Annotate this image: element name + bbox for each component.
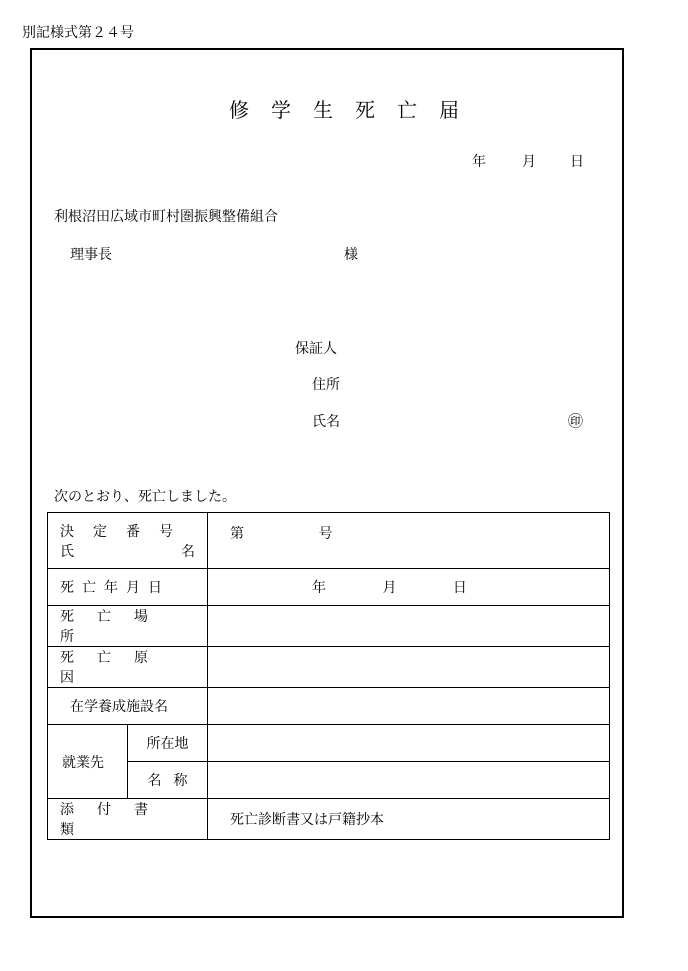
death-place-cell [208, 606, 610, 647]
decision-number-cell [208, 513, 610, 569]
date-month: 月 [522, 154, 536, 170]
guarantor-name-label: 氏名 [312, 414, 340, 430]
place-label-cell [48, 606, 208, 647]
employment-name-cell [208, 762, 610, 799]
seal-mark: ㊞ [568, 412, 584, 430]
death-place-label: 死亡場所 [60, 609, 171, 645]
date-day: 日 [570, 154, 584, 170]
statement-text: 次のとおり、死亡しました。 [54, 489, 236, 505]
employment-label-cell [48, 725, 128, 799]
employment-label: 就業先 [62, 754, 104, 771]
form-title: 修学生死亡届 [229, 98, 481, 122]
table-row-date [48, 569, 610, 606]
addressee-honorific: 様 [344, 247, 358, 263]
death-date-cell [208, 569, 610, 606]
decision-label-cell [48, 513, 208, 569]
death-cause-cell [208, 647, 610, 688]
report-table [47, 512, 610, 840]
table-row-employment-name [48, 762, 610, 799]
name-label: 氏 名 [60, 543, 195, 560]
employment-location-cell [208, 725, 610, 762]
date-year: 年 [472, 154, 486, 170]
death-date-label: 死亡年月日 [60, 580, 170, 596]
attachments-label: 添付書類 [60, 802, 171, 838]
date-label-cell [48, 569, 208, 606]
decision-suffix: 号 [318, 526, 333, 542]
decision-number-label: 決定番号 [60, 523, 192, 540]
table-row-place [48, 606, 610, 647]
school-label: 在学養成施設名 [70, 699, 168, 715]
form-number: 別記様式第２４号 [22, 25, 134, 41]
guarantor-address-label: 住所 [312, 377, 340, 393]
decision-prefix: 第 [230, 526, 244, 542]
school-label-cell [48, 688, 208, 725]
employment-location-label-cell [128, 725, 208, 762]
table-row-school [48, 688, 610, 725]
guarantor-heading: 保証人 [295, 341, 337, 357]
cause-label-cell [48, 647, 208, 688]
table-row-cause [48, 647, 610, 688]
employment-name-label-cell [128, 762, 208, 799]
death-date-month: 月 [382, 580, 397, 596]
school-cell [208, 688, 610, 725]
employment-name-label: 名称 [147, 773, 200, 789]
table-row-employment-location [48, 725, 610, 762]
table-row-attachments [48, 799, 610, 840]
attachments-value: 死亡診断書又は戸籍抄本 [230, 812, 384, 828]
death-cause-label: 死亡原因 [60, 650, 171, 686]
attachments-label-cell [48, 799, 208, 840]
addressee-organization: 利根沼田広域市町村圏振興整備組合 [54, 209, 278, 225]
attachments-cell [208, 799, 610, 840]
table-row-decision [48, 513, 610, 569]
death-date-day: 日 [452, 580, 467, 596]
employment-location-label: 所在地 [146, 736, 189, 752]
death-date-year: 年 [312, 580, 326, 596]
addressee-title: 理事長 [70, 247, 112, 263]
